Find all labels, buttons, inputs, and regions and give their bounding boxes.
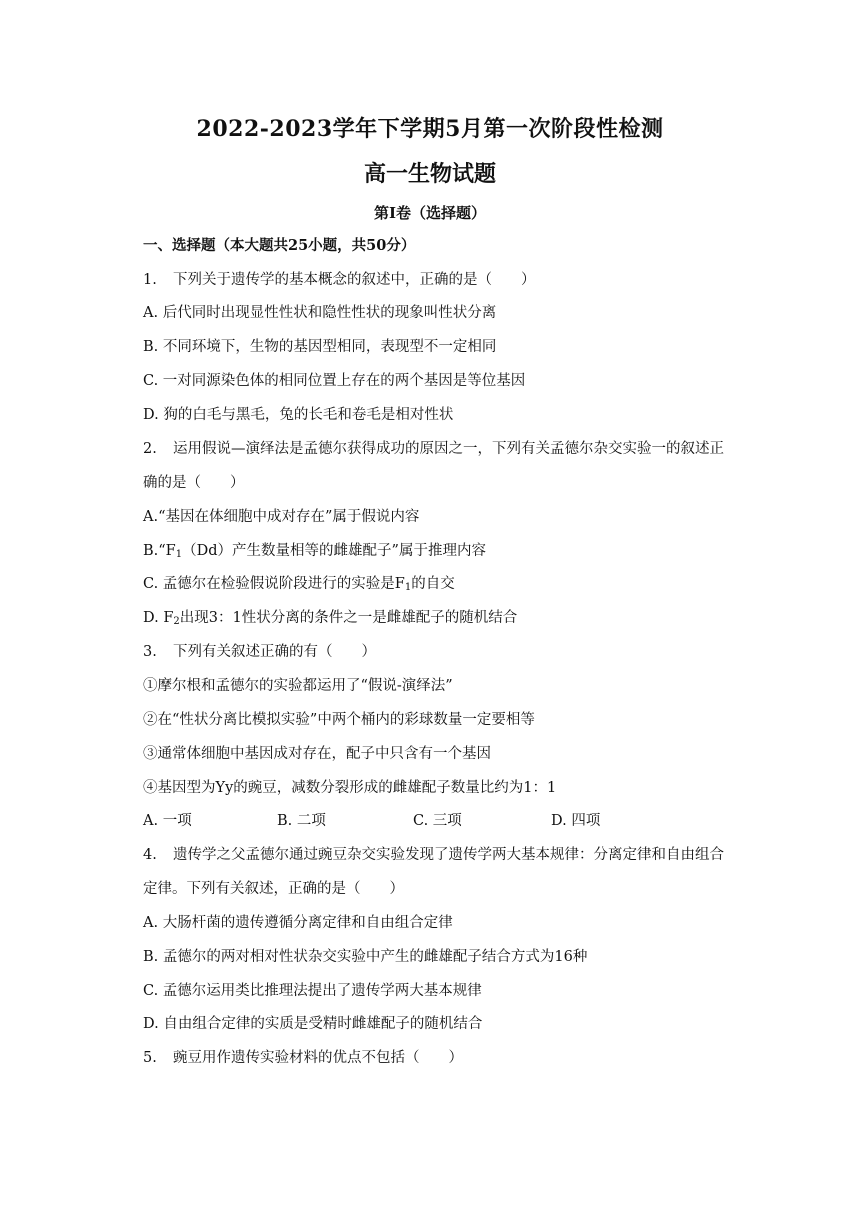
question-2-option-b: [143, 541, 486, 565]
option-text-post: 出现3：1性状分离的条件之一是雌雄配子的随机结合: [179, 610, 518, 626]
question-number: 4.: [143, 847, 157, 863]
question-text: 遗传学之父孟德尔通过豌豆杂交实验发现了遗传学两大基本规律：分离定律和自由组合: [173, 847, 724, 863]
question-3-option-d: D. 四项: [551, 813, 601, 829]
question-text: 运用假说—演绎法是孟德尔获得成功的原因之一，下列有关孟德尔杂交实验一的叙述正: [173, 441, 724, 457]
exam-subject: 高一生物试题: [363, 161, 496, 187]
section-heading: 一、选择题（本大题共25小题，共50分）: [143, 237, 416, 254]
question-number: 1.: [143, 272, 157, 288]
question-2-option-c: [143, 574, 455, 598]
question-5-stem: [143, 1048, 463, 1068]
question-1-option-c: C. 一对同源染色体的相同位置上存在的两个基因是等位基因: [143, 373, 526, 389]
question-3-option-c: C. 三项: [413, 813, 462, 829]
question-3-option-a: A. 一项: [143, 813, 192, 829]
question-4-stem-cont: 定律。下列有关叙述，正确的是（ ）: [143, 881, 404, 897]
question-3-stem: [143, 642, 376, 662]
option-text-pre: B.“F: [143, 543, 176, 559]
question-text: 豌豆用作遗传实验材料的优点不包括（ ）: [173, 1050, 463, 1066]
question-4-option-b: B. 孟德尔的两对相对性状杂交实验中产生的雌雄配子结合方式为16种: [143, 949, 588, 965]
question-4-option-c: C. 孟德尔运用类比推理法提出了遗传学两大基本规律: [143, 983, 482, 999]
question-3-statement-2: ②在“性状分离比模拟实验”中两个桶内的彩球数量一定要相等: [143, 712, 535, 728]
option-text-pre: D. F: [143, 610, 174, 626]
question-1-option-d: D. 狗的白毛与黑毛，兔的长毛和卷毛是相对性状: [143, 407, 454, 423]
question-3-statement-4: ④基因型为Yy的豌豆，减数分裂形成的雌雄配子数量比约为1：1: [143, 780, 557, 796]
question-text: 下列有关叙述正确的有（ ）: [173, 644, 376, 660]
question-number: 2.: [143, 441, 157, 457]
subscript: 1: [404, 582, 412, 593]
subscript: 1: [175, 549, 183, 560]
subscript: 2: [173, 616, 180, 627]
question-1-stem: [143, 270, 536, 290]
question-text: 下列关于遗传学的基本概念的叙述中，正确的是（ ）: [173, 272, 536, 288]
question-2-option-a: A.“基因在体细胞中成对存在”属于假说内容: [143, 509, 420, 525]
question-1-option-a: A. 后代同时出现显性性状和隐性性状的现象叫性状分离: [143, 305, 497, 321]
question-2-stem: [143, 439, 724, 459]
question-3-statement-3: ③通常体细胞中基因成对存在，配子中只含有一个基因: [143, 746, 491, 762]
question-4-option-d: D. 自由组合定律的实质是受精时雌雄配子的随机结合: [143, 1016, 483, 1032]
option-text-pre: C. 孟德尔在检验假说阶段进行的实验是F: [143, 576, 405, 592]
option-text-post: 的自交: [411, 576, 455, 592]
volume-heading: 第I卷（选择题）: [373, 204, 487, 222]
question-4-option-a: A. 大肠杆菌的遗传遵循分离定律和自由组合定律: [143, 915, 453, 931]
question-1-option-b: B. 不同环境下，生物的基因型相同，表现型不一定相同: [143, 339, 497, 355]
question-4-stem: [143, 845, 724, 865]
question-3-statement-1: ①摩尔根和孟德尔的实验都运用了“假说-演绎法”: [143, 678, 453, 694]
question-number: 5.: [143, 1050, 157, 1066]
question-3-options: [143, 811, 703, 833]
question-3-option-b: B. 二项: [277, 813, 326, 829]
question-2-option-d: [143, 608, 517, 632]
option-text-post: （Dd）产生数量相等的雌雄配子”属于推理内容: [182, 543, 486, 559]
question-2-stem-cont: 确的是（ ）: [143, 475, 245, 491]
question-number: 3.: [143, 644, 157, 660]
exam-title: 2022-2023学年下学期5月第一次阶段性检测: [196, 116, 664, 142]
